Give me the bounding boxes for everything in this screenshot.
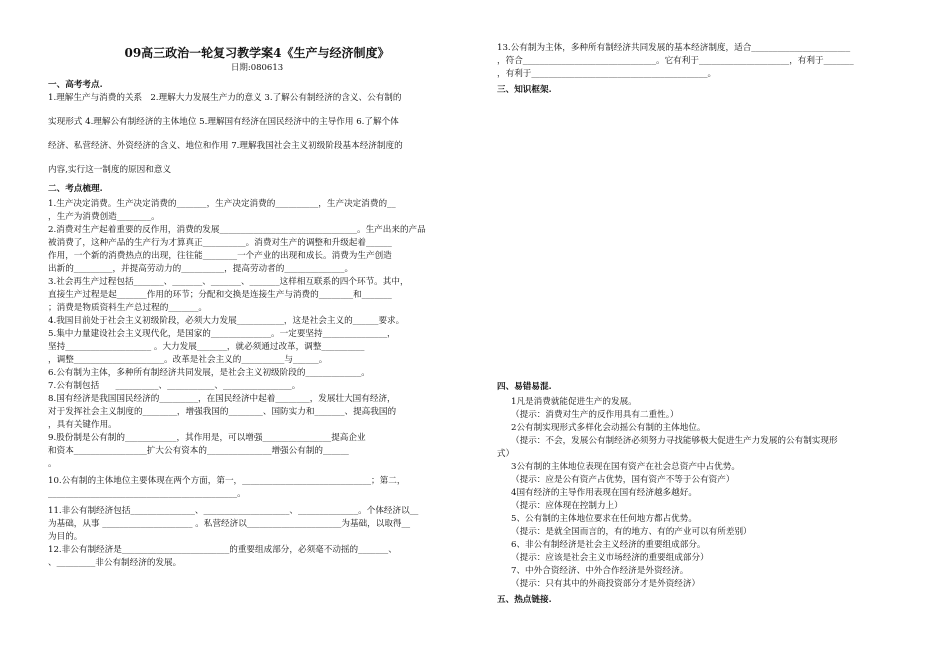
common-mistakes-block [497,396,901,591]
mistake-hint: （提示：是就全国而言的，有的地方、有的产业可以有所差别） [511,527,752,537]
mistake-item: 2公有制实现形式多样化会动摇公有制的主体地位。 [511,423,706,433]
mistake-item: 5、公有制的主体地位要求在任何地方都占优势。 [511,514,697,524]
mistake-item: 6、非公有制经济是社会主义经济的重要组成部分。 [511,540,706,550]
question-13-line: ，符合_______________________________。它有利于_____________________，有利于_______ [497,56,854,66]
section-heading-review: 二、考点梳理. [48,184,103,194]
review-line: ，调整_____________________。改革是社会主义的__________与______。 [48,355,328,365]
question-13-line: 13.公有制为主体，多种所有制经济共同发展的基本经济制度，适合_______________________ [497,43,851,53]
exam-points-line: 经济、私营经济、外资经济的含义、地位和作用 7.理解我国社会主义初级阶段基本经济制度的 [48,141,403,151]
review-line: 8.国有经济是我国国民经济的_________，在国民经济中起着________，发展壮大国有经济， [48,394,396,404]
section-heading-knowledge-frame: 三、知识框架. [497,85,552,95]
mistake-item: 1凡是消费就能促进生产的发展。 [511,397,637,407]
mistake-item: 3公有制的主体地位表现在国有资产在社会总资产中占优势。 [511,462,740,472]
section-heading-exam-points: 一、高考考点. [48,80,103,90]
review-line: ，生产为消费创造________。 [48,212,160,222]
right-column [497,0,901,607]
mistake-item: 4国有经济的主导作用表现在国有经济越多越好。 [511,488,697,498]
review-line: 坚持____________________ 。大力发展_______，就必须通过改革，调整__________ [48,342,365,352]
document-title: 09高三政治一轮复习教学案4《生产与经济制度》 [124,46,390,60]
mistake-hint: （提示：不会，发展公有制经济必须努力寻找能够极大促进生产力发展的公有制实现形 [511,436,838,446]
review-line: 被消费了，这种产品的生产行为才算真正__________。消费对生产的调整和升级起着______ [48,238,392,248]
exam-points-block [48,92,466,177]
section-heading-common-mistakes: 四、易错易混. [497,382,552,392]
left-column [48,0,466,570]
exam-points-line: 实现形式 4.理解公有制经济的主体地位 5.理解国有经济在国民经济中的主导作用 6.了解个体 [48,117,399,127]
knowledge-frame-space [497,97,901,378]
question-13-block [497,42,901,81]
review-line: 3.社会再生产过程包括_______、_______、_______、_______这样相互联系的四个环节。其中， [48,277,409,287]
review-line: 为目的。 [48,532,83,542]
review-line: 6.公有制为主体，多种所有制经济共同发展，是社会主义初级阶段的_____________。 [48,368,370,378]
review-line: 直接生产过程是起_______作用的环节；分配和交换是连接生产与消费的________和_______ [48,290,392,300]
review-line: 9.股份制是公有制的____________，其作用是，可以增强________________提高企业 [48,433,366,443]
document-date: 日期:080613 [230,63,284,73]
review-line: 7.公有制包括 __________、___________、________________。 [48,381,301,391]
mistake-hint-continued: 式） [497,449,515,459]
mistake-item: 7、中外合资经济、中外合作经济是外资经济。 [511,566,689,576]
review-line: 4.我国目前处于社会主义初级阶段，必须大力发展___________，这是社会主义的______要求。 [48,316,405,326]
review-line: 12.非公有制经济是_________________________的重要组成部分，必须毫不动摇的_______、 [48,545,397,555]
review-line: 和资本_________________扩大公有资本的_______________增强公有制的______ [48,446,349,456]
mistake-hint: （提示：应体现在控制力上） [511,501,623,511]
review-line: 作用，一个新的消费热点的出现，往往能________一个产业的出现和成长。消费为生产创造 [48,251,392,261]
review-line: 11.非公有制经济包括_______________、____________________、______________。个体经济以__ [48,506,419,516]
mistake-hint: （提示：消费对生产的反作用具有二重性。） [511,410,679,420]
exam-points-line: 1.理解生产与消费的关系 2.理解大力发展生产力的意义 3.了解公有制经济的含义、公有制的 [48,93,402,103]
review-line: 1.生产决定消费。生产决定消费的_______，生产决定消费的__________，生产决定消费的__ [48,199,396,209]
exam-points-line: 内容,实行这一制度的原因和意义 [48,165,172,175]
mistake-hint: （提示：只有其中的外商投资部分才是外资经济） [511,579,701,589]
review-line: ____________________________________________。 [48,489,246,499]
review-line: 。 [48,459,57,469]
review-line: 、_________非公有制经济的发展。 [48,558,182,568]
mistake-hint: （提示：应该是社会主义市场经济的重要组成部分） [511,553,709,563]
mistake-hint: （提示：应是公有资产占优势，国有资产不等于公有资产） [511,475,735,485]
question-13-line: ，有利于_________________________________________。 [497,69,717,79]
review-line: 为基础，从事 _____________________ 。私营经济以______________________为基础，以取得__ [48,519,411,529]
review-block [48,198,466,570]
review-line: 5.集中力量建设社会主义现代化，是国家的______________。一定要坚持_______________， [48,329,396,339]
review-line: 10.公有制的主体地位主要体现在两个方面，第一，______________________________；第二， [48,476,406,486]
section-heading-hot-topics: 五、热点链接. [497,595,552,605]
review-line: ，具有关键作用。 [48,420,117,430]
review-line: 对于发挥社会主义制度的________，增强我国的________、国防实力和_______、提高我国的 [48,407,397,417]
review-line: ；消费是物质资料生产总过程的_______。 [48,303,207,313]
review-line: 2.消费对生产起着重要的反作用，消费的发展________________________________。生产出来的产品 [48,225,426,235]
review-line: 出新的_________，并提高劳动力的__________，提高劳动者的______________。 [48,264,354,274]
